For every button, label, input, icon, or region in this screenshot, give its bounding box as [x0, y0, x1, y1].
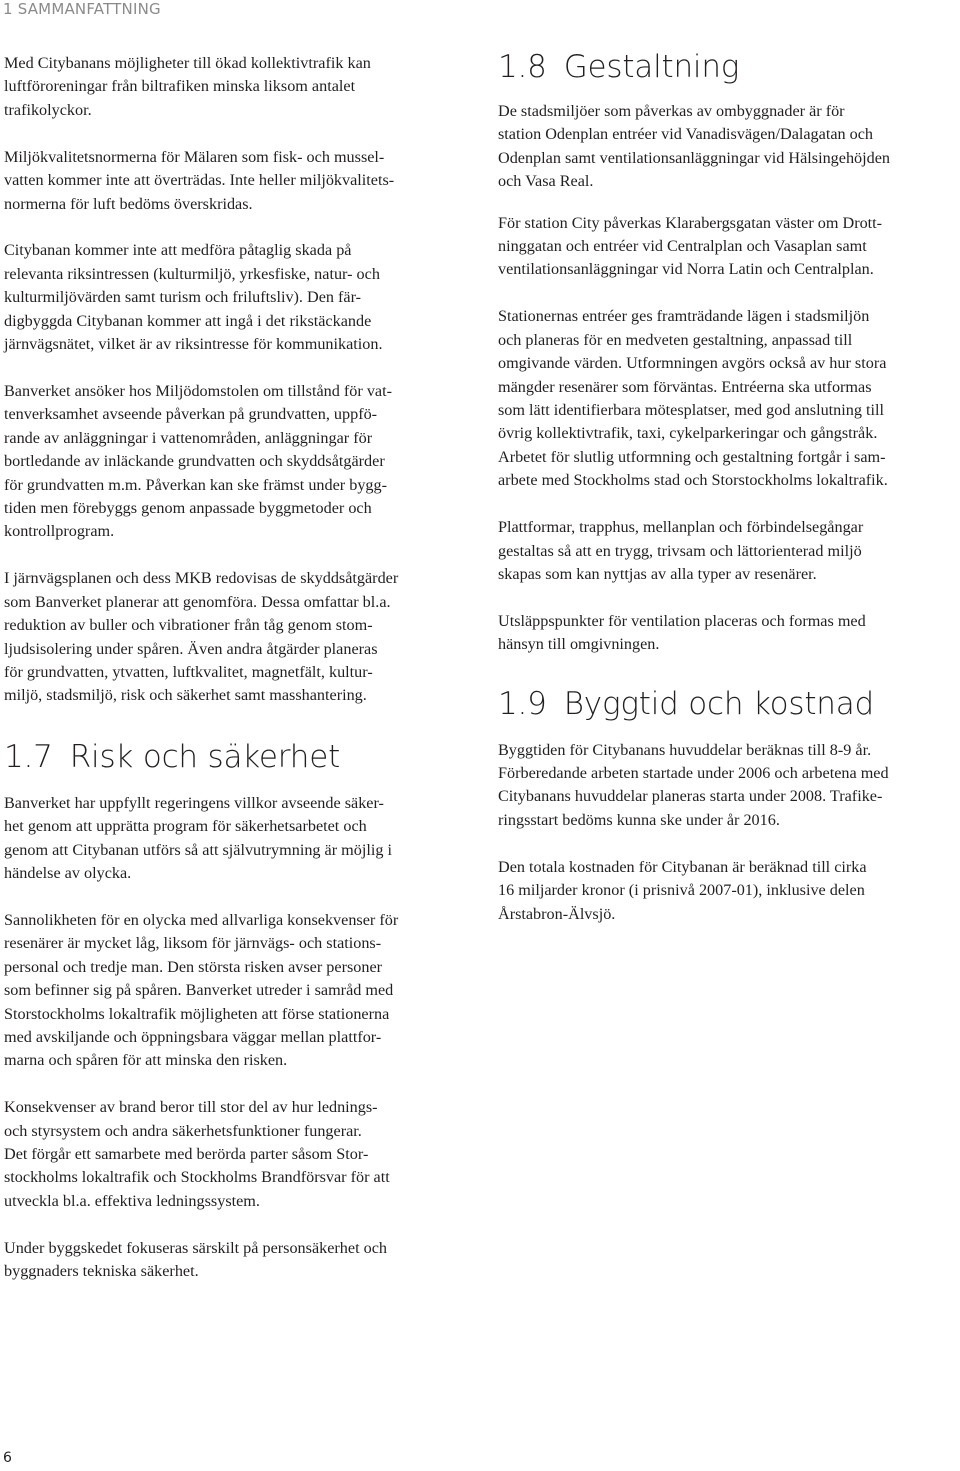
paragraph-environment-norms: Miljökvalitetsnormerna för Mälaren som fisk- och mussel- vatten kommer inte att överträdas. Inte heller miljökvalitets- normerna för luft bedöms överskridas.	[4, 147, 395, 213]
paragraph-odenplan: De stadsmiljöer som påverkas av ombyggnader är för station Odenplan entréer vid Vanadisvägen/Dalagatan och Odenplan samt ventilationsanläggningar vid Hälsingehöjden och Vasa Real.	[498, 102, 891, 191]
section-number: 1.9	[498, 685, 547, 722]
section-number: 1.7	[4, 738, 53, 775]
paragraph-construction-safety: Under byggskedet fokuseras särskilt på personsäkerhet och byggnaders tekniska säkerhet.	[4, 1238, 387, 1281]
paragraph-construction-time: Byggtiden för Citybanans huvuddelar beräknas till 8-9 år. Förberedande arbeten startade under 2006 och arbetena med Citybanans huvuddelar planeras starta under 2008. Trafike- ringsstart bedöms kunna ske under år 2016.	[498, 740, 889, 829]
left-column	[4, 52, 456, 1284]
paragraph-accident-risk: Sannolikheten för en olycka med allvarliga konsekvenser för resenärer är mycket låg, liksom för järnvägs- och stations- personal och tredje man. Den största risken avser personer som befinner sig på spåren. Banverket utreder i samråd med Storstockholms lokaltrafik möjligheten att förse stationerna med avskiljande och öppningsbara väggar mellan plattfor- marna och spåren för att minska den risken.	[4, 910, 399, 1070]
section-heading-1-9	[498, 685, 958, 723]
section-heading-1-8	[498, 48, 958, 86]
section-title: Risk och säkerhet	[69, 738, 341, 775]
paragraph-station-entrances: Stationernas entréer ges framträdande lägen i stadsmiljön och planeras för en medveten gestaltning, anpassad till omgivande värden. Utformningen avgörs också av hur stora mängder resenärer som förväntas. Entréerna ska utformas som lätt identifierbara mötesplatser, med god anslutning till övrig kollektivtrafik, taxi, cykelparkeringar och gångstråk. Arbetet för slutlig utformning och gestaltning fortgår i sam- arbete med Stockholms stad och Storstockholms lokaltrafik.	[498, 307, 888, 490]
section-title: Gestaltning	[563, 49, 740, 85]
right-column	[498, 48, 958, 926]
paragraph-traffic: Med Citybanans möjligheter till ökad kollektivtrafik kan luftföroreningar från biltrafiken minska liksom antalet trafikolyckor.	[4, 54, 371, 119]
section-heading-1-7	[4, 738, 456, 776]
paragraph-safety-program: Banverket har uppfyllt regeringens villkor avseende säker- het genom att upprätta program för säkerhetsarbetet och genom att Citybanan utförs så att självutrymning är möjlig i händelse av olycka.	[4, 793, 392, 882]
paragraph-national-interest: Citybanan kommer inte att medföra påtaglig skada på relevanta riksintressen (kulturmiljö, yrkesfiske, natur- och kulturmiljövärden samt turism och friluftsliv). Den fär- digbyggda Citybanan kommer att ingå i det rikstäckande järnvägsnätet, vilket är av riksintresse för kommunikation.	[4, 241, 383, 354]
page-number: 6	[3, 1450, 12, 1466]
paragraph-ventilation: Utsläppspunkter för ventilation placeras och formas med hänsyn till omgivningen.	[498, 611, 866, 654]
paragraph-protective-measures: I järnvägsplanen och dess MKB redovisas de skyddsåtgärder som Banverket planerar att genomföra. Dessa omfattar bl.a. reduktion av buller och vibrationer från tåg genom stom- ljudsisolering under spåren. Även andra åtgärder planeras för grundvatten, ytvatten, luftkvalitet, magnetfält, kultur- miljö, stadsmiljö, risk och säkerhet samt masshantering.	[4, 569, 399, 705]
section-title: Byggtid och kostnad	[563, 685, 875, 722]
paragraph-station-city: För station City påverkas Klarabergsgatan väster om Drott- ninggatan och entréer vid Centralplan och Vasaplan samt ventilationsanläggningar vid Norra Latin och Centralplan.	[498, 213, 883, 279]
paragraph-platforms: Plattformar, trapphus, mellanplan och förbindelsegångar gestaltas så att en trygg, trivsam och lättorienterad miljö skapas som kan nyttjas av alla typer av resenärer.	[498, 518, 864, 583]
paragraph-fire-consequences: Konsekvenser av brand beror till stor del av hur lednings- och styrsystem och andra säkerhetsfunktioner fungerar. Det förgår ett samarbete med berörda parter såsom Stor- stockholms lokaltrafik och Stockholms Brandförsvar för att utveckla bl.a. effektiva ledningssystem.	[4, 1098, 390, 1210]
paragraph-water-permit: Banverket ansöker hos Miljödomstolen om tillstånd för vat- tenverksamhet avseende påverkan på grundvatten, uppfö- rande av anläggningar i vattenområden, anläggningar för bortledande av inläckande grundvatten och skyddsåtgärder för grundvatten m.m. Påverkan kan ske främst under bygg- tiden men förebyggs genom anpassade byggmetoder och kontrollprogram.	[4, 381, 392, 541]
section-number: 1.8	[498, 49, 547, 85]
paragraph-total-cost: Den totala kostnaden för Citybanan är beräknad till cirka 16 miljarder kronor (i prisnivå 2007-01), inklusive delen Årstabron-Älvsjö.	[498, 857, 867, 923]
running-header: 1 SAMMANFATTNING	[3, 0, 161, 18]
